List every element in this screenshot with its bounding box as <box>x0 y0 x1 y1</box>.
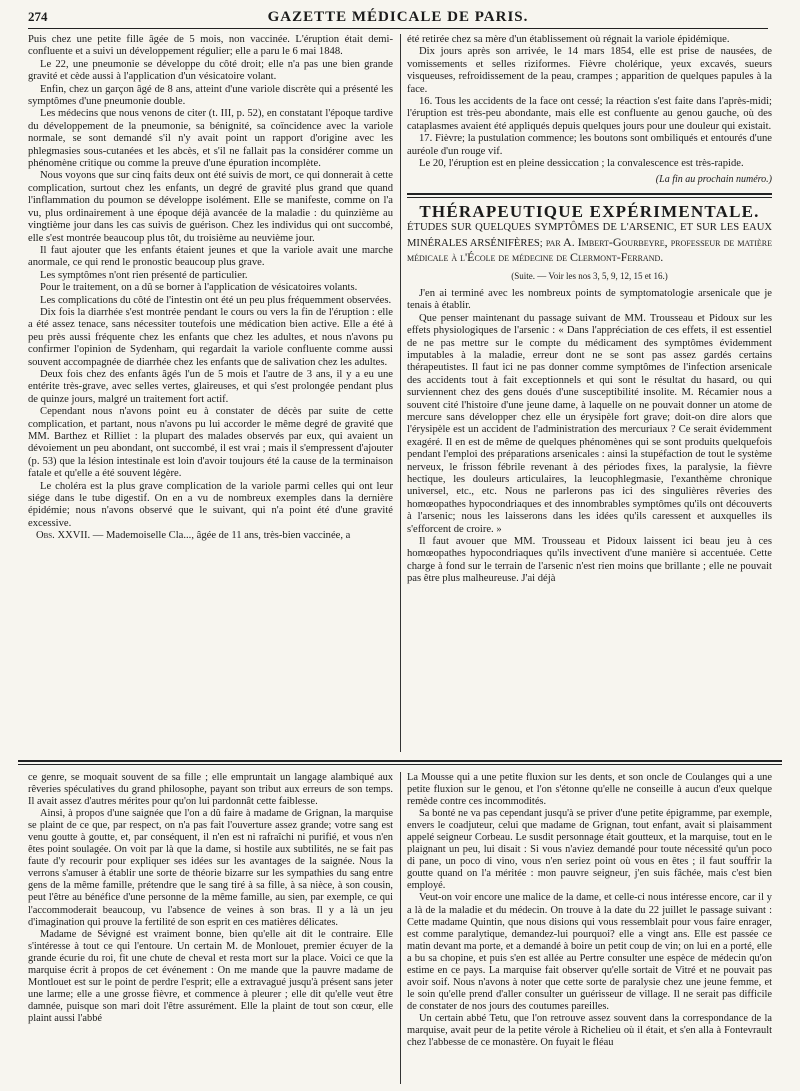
journal-title: GAZETTE MÉDICALE DE PARIS. <box>267 8 529 25</box>
article-author: par A. Imbert-Gourbeyre, professeur de matière médicale à l'École de médecine de Clermont-Ferrand. <box>407 234 772 265</box>
horizontal-rule-thin <box>18 764 782 765</box>
paragraph: ce genre, se moquait souvent de sa fille ; elle empruntait un langage alambiqué aux rêveries spéculatives du grand philosophe, payant son tribut aux erreurs de son temps. Il avait assez d'autres mérites pour qu'on lui pardonnât cette faiblesse. <box>28 772 393 808</box>
paragraph: Les médecins que nous venons de citer (t. III, p. 52), en constatant l'époque tardive du développement de la pneumonie, sa bénignité, sa coïncidence avec la variole normale, se sont demandé s'il n'y avait point un rapport d'origine avec les phlegmasies sous-cutanées et les abcès, et s'il ne fallait pas la considérer comme un phénomène critique ou comme la preuve d'une épuration incomplète. <box>28 108 393 170</box>
paragraph: Veut-on voir encore une malice de la dame, et celle-ci nous intéresse encore, car il y a là de la maladie et du médecin. On trouve à la date du 22 juillet le passage suivant : Cette madame Quintin, que nous disions qui vous ressemblait pour vous faire enrager, est comme paralytique, demandez-lui pourquoi? elle a vingt ans. Elle est passée ce matin devant ma porte, et a demandé à boire un petit coup de vin; on lui en a porté, elle a bu sa chopine, et puis s'en est allée au Pertre consulter une espèce de médecin qu'on estime en ce pays. La marquise fait observer qu'elle sortait de Vitré et ne pouvait pas avoir soif. Nous n'avons à noter que cette sorte de paralysie chez une jeune femme, et le soin qu'elle prend d'aller consulter un guérisseur de village. Il ne serait pas difficile de constater de nos jours des coutumes pareilles. <box>407 892 772 1012</box>
paragraph: Un certain abbé Tetu, que l'on retrouve assez souvent dans la correspondance de la marquise, avait peur de la petite vérole à Richelieu où il était, et s'en alla à Fontevrault chez l'abbesse de ce monastère. On fuyait le fléau <box>407 1012 772 1049</box>
paragraph: Le choléra est la plus grave complication de la variole parmi celles qui ont leur siége dans le tube digestif. On en a vu de nombreux exemples dans la dernière épidémie; nous n'avons observé que le suivant, qui n'a point été d'une gravité excessive. <box>28 480 393 529</box>
paragraph: Dix jours après son arrivée, le 14 mars 1854, elle est prise de nausées, de vomissements et selles riziformes. Fièvre cholérique, yeux excavés, sueurs visqueuses, refroidissement de la peau, crampes ; apparition de quelques papules à la face. <box>407 46 772 95</box>
page-number: 274 <box>28 9 48 24</box>
paragraph: Les complications du côté de l'intestin ont été un peu plus fréquemment observées. <box>40 294 392 306</box>
article-title <box>407 222 772 265</box>
suite-note: (Suite. — Voir les nos 3, 5, 9, 12, 15 et 16.) <box>511 270 668 281</box>
section-title: THÉRAPEUTIQUE EXPÉRIMENTALE. <box>419 201 760 221</box>
bottom-left-column <box>28 772 393 1084</box>
continuation-note: (La fin au prochain numéro.) <box>655 174 772 186</box>
page-header <box>28 6 768 29</box>
paragraph: Pour le traitement, on a dû se borner à l'application de vésicatoires volants. <box>40 282 358 294</box>
paragraph: Dix fois la diarrhée s'est montrée pendant le cours ou vers la fin de l'éruption : elle a été assez tenace, sans nécessiter toutefois une médication bien active. Elle a été à peu près aussi fréquente chez les enfants que chez les adultes, et nous n'avons pu confirmer l'opinion de Sydenham, qui regardait la variole confluente comme aussi souvent accompagnée de diarrhée chez les enfants que de salivation chez les adultes. <box>28 306 393 368</box>
paragraph: Deux fois chez des enfants âgés l'un de 5 mois et l'autre de 3 ans, il y a eu une entérite très-grave, avec selles vertes, glaireuses, et qui s'est prolongée pendant plus de quinze jours, malgré un traitement fort actif. <box>28 368 393 405</box>
article-title-text: ÉTUDES SUR QUELQUES SYMPTÔMES DE L'ARSENIC, ET SUR LES EAUX MINÉRALES ARSÉNIFÈRES; <box>407 222 772 249</box>
observation-label: Obs. XXVII. <box>35 530 91 542</box>
paragraph: Puis chez une petite fille âgée de 5 mois, non vaccinée. L'éruption était demi-confluente et a suivi un développement régulier; elle a paru le 6 mai 1848. <box>28 34 393 58</box>
section-rule <box>407 193 772 198</box>
paragraph: Ainsi, à propos d'une saignée que l'on a dû faire à madame de Grignan, la marquise se plaint de ce que, par respect, on n'a pas fait l'ouverture assez grande; votre sang est venu goutte à goutte, et, par conséquent, il n'en est ni rafraîchi ni purifié, et vous n'en êtes point soulagée. On voit par là que la dame, si hostile aux subtilités, ne se fait pas faute d'y recourir pour expliquer ses idées sur les avantages de la saignée. Nous la verrons s'amuser à établir une sorte de théorie bizarre sur les sympathies du sang entre gens de la même famille, prétendre que le sang tiré à sa fille, à sa nièce, à son cousin, peut l'être au bénéfice d'une personne de la même famille, au sien, par exemple, ce qui l'accommoderait beaucoup, vu l'absence de veines à son bras. Il y a là un jeu d'imagination qui prouve la fertilité de son esprit en ces matières délicates. <box>28 808 393 928</box>
paragraph: Il faut avouer que MM. Trousseau et Pidoux laissent ici beau jeu à ces homœopathes hypocondriaques qu'ils invectivent d'une manière si accentuée. Cette charge à fond sur le terrain de l'arsenic n'est rien moins que brillante ; elle ne pouvait pas être plus malheureuse. J'ai déjà <box>407 536 772 585</box>
horizontal-rule <box>18 760 782 762</box>
top-right-column <box>407 34 772 754</box>
paragraph: Que penser maintenant du passage suivant de MM. Trousseau et Pidoux sur les effets physiologiques de l'arsenic : « Dans l'appréciation de ces effets, il est essentiel de ne pas mettre sur le compte du médicament des symptômes évidemment imputables à la maladie, erreur dont ne se sont pas assez gardés certains thérapeutistes. Il faut ici ne pas donner comme symptômes de l'infection arsenicale des accidents tout à fait exceptionnels et qui sont le résultat du hasard, ou qui surviennent chez des gens doués d'une susceptibilité insolite. M. Récamier nous a souvent cité l'histoire d'une jeune dame, à laquelle on ne pouvait donner un atome de mercure sans développer chez elle un érysipèle fort grave; doit-on dire alors que l'érysipèle est un accident de l'administration des mercuriaux ? Ce serait évidemment exagéré. Il en est de même de quelques phénomènes qui se sont produits quelquefois pendant l'emploi des préparations arsenicales : ainsi la stupéfaction de tout le système nerveux, le frisson fébrile revenant à des périodes fixes, la paralysie, la fièvre hectique, les douleurs articulaires, la leucophlegmasie, l'exanthème chronique universel, etc., etc. Nous ne parlerons pas ici des singulières rêveries des homœopathes hypocondriaques et des innombrables symptômes qu'ils ont découverts à l'arsenic; nous les laisserons dans les idées qu'ils caressent et auxquelles ils s'efforcent de croire. » <box>407 312 772 535</box>
paragraph: 17. Fièvre; la pustulation commence; les boutons sont ombiliqués et entourés d'une auréole d'un rouge vif. <box>407 133 772 157</box>
paragraph: Le 22, une pneumonie se développe du côté droit; elle n'a pas une bien grande gravité et cède aussi à l'application d'un vésicatoire volant. <box>28 58 393 83</box>
paragraph: Madame de Sévigné est vraiment bonne, bien qu'elle ait dit le contraire. Elle s'intéresse à tout ce qui l'entoure. Un certain M. de Monlouet, premier écuyer de la grande écurie du roi, fit une chute de cheval et resta mort sur la place. Voici ce que la marquise écrit à propos de cet événement : On me mande que la pauvre madame de Montlouet est sur le point de perdre l'esprit; elle a extravagué jusqu'à présent sans jeter une larme; elle a une grosse fièvre, et commence à pleurer ; elle dit qu'elle veut être damnée, puisque son mari doit l'être assurément. Elle la plaint de tout son cœur, elle plaint aussi l'abbé <box>28 928 393 1024</box>
paragraph: Cependant nous n'avons point eu à constater de décès par suite de cette complication, et partant, nous n'avons pu lui accorder le même degré de gravité que MM. Barthez et Rilliet : la plupart des malades observés par eux, qui avaient un dévoiement un peu abondant, ont succombé, il est vrai ; mais il s'empressent d'ajouter (p. 53) que la lésion intestinale est loin d'avoir toujours été la cause de la terminaison fatale et qu'elle a été souvent légère. <box>28 406 393 480</box>
paragraph: Le 20, l'éruption est en pleine dessiccation ; la convalescence est très-rapide. <box>419 158 744 170</box>
paragraph: J'en ai terminé avec les nombreux points de symptomatologie arsenicale que je tenais à établir. <box>407 287 772 312</box>
paragraph: Nous voyons que sur cinq faits deux ont été suivis de mort, ce qui donnerait à cette complication, surtout chez les enfants, un degré de gravité plus grand que quand l'inflammation du poumon se développe isolément. Elle se manifeste, comme on l'a vu, plus ordinairement à une époque déjà avancée de la maladie : du quinzième au vingtième jour dans les cas suivis de guérison. Chez les individus qui ont succombé, elle s'est montrée beaucoup plus tôt, du troisième au neuvième jour. <box>28 170 393 244</box>
observation-text: — Mademoiselle Cla..., âgée de 11 ans, très-bien vaccinée, a <box>90 530 351 542</box>
observation-paragraph <box>28 530 393 542</box>
paragraph: Sa bonté ne va pas cependant jusqu'à se priver d'une petite épigramme, par exemple, envers le coadjuteur, celui que madame de Grignan, tout enfant, avait si plaisamment appelé seigneur Corbeau. Le susdit personnage était goutteux, et la marquise, tout en le plaignant un peu, lui disait : Si vous n'aviez demandé pour toute nécessité qu'un poco di pane, un poco di vino, vous n'en seriez point où vous en êtes ; il faut souffrir la goutte quand on l'a méritée : mon pauvre seigneur, j'en suis fâchée, mais c'est bien employé. <box>407 808 772 892</box>
paragraph: Les symptômes n'ont rien présenté de particulier. <box>40 269 248 281</box>
paragraph: été retirée chez sa mère d'un établissement où régnait la variole épidémique. <box>407 34 730 45</box>
column-divider-bottom <box>400 772 401 1084</box>
paragraph: Il faut ajouter que les enfants étaient jeunes et que la variole avait une marche anormale, ce qui rend le pronostic beaucoup plus grave. <box>28 244 393 269</box>
paragraph: 16. Tous les accidents de la face ont cessé; la réaction s'est faite dans l'après-midi; l'éruption est très-peu abondante, mais elle est confluente au genou gauche, où des cataplasmes avaient été appliqués depuis quelques jours pour une douleur qui existait. <box>407 96 772 132</box>
bottom-right-column <box>407 772 772 1084</box>
column-divider <box>400 34 401 752</box>
paragraph: La Mousse qui a une petite fluxion sur les dents, et son oncle de Coulanges qui a une petite fluxion sur le genou, et l'on s'étonne qu'elle ne conseille à aucun d'eux quelque remède contre ces incommodités. <box>407 772 772 808</box>
paragraph: Enfin, chez un garçon âgé de 8 ans, atteint d'une variole discrète qui a présenté les symptômes d'une pneumonie double. <box>28 83 393 108</box>
top-left-column <box>28 34 393 754</box>
